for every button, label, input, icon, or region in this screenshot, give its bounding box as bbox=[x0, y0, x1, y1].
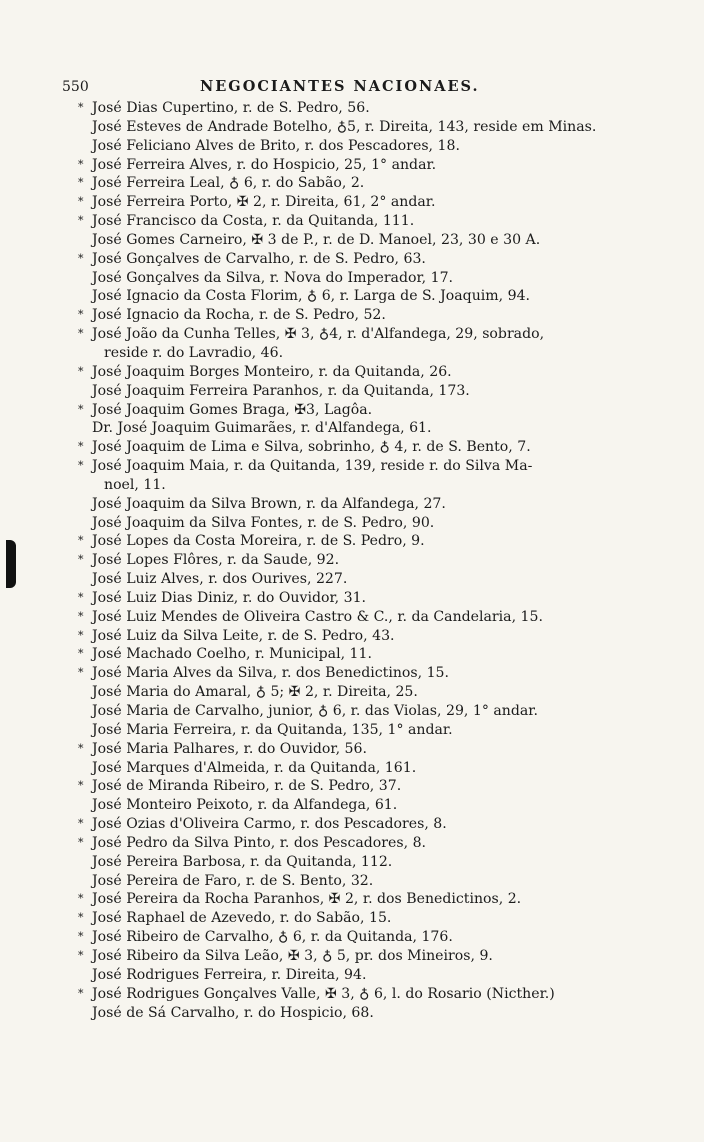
list-item bbox=[78, 476, 658, 495]
list-item bbox=[78, 212, 658, 231]
list-item bbox=[78, 570, 658, 589]
list-item bbox=[78, 193, 658, 212]
list-item bbox=[78, 740, 658, 759]
entry-text: José Raphael de Azevedo, r. do Sabão, 15. bbox=[92, 910, 392, 927]
entry-marker: * bbox=[78, 590, 84, 604]
page-number: 550 bbox=[62, 79, 89, 95]
list-item bbox=[78, 608, 658, 627]
list-item bbox=[78, 363, 658, 382]
entry-text: José Joaquim da Silva Fontes, r. de S. Pedro, 90. bbox=[92, 514, 435, 531]
entry-text: José Maria do Amaral, ♁ 5; ✠ 2, r. Direita, 25. bbox=[92, 684, 418, 701]
entry-text: José Machado Coelho, r. Municipal, 11. bbox=[92, 646, 372, 663]
entry-text: José Rodrigues Gonçalves Valle, ✠ 3, ♁ 6, l. do Rosario (Nicther.) bbox=[92, 985, 555, 1002]
entry-text: José Ozias d'Oliveira Carmo, r. dos Pescadores, 8. bbox=[92, 816, 447, 833]
entry-marker: * bbox=[78, 779, 84, 793]
entry-marker: * bbox=[78, 534, 84, 548]
list-item bbox=[78, 514, 658, 533]
entry-marker: * bbox=[78, 835, 84, 849]
list-item bbox=[78, 438, 658, 457]
entry-text: José Marques d'Almeida, r. da Quitanda, 161. bbox=[92, 759, 417, 776]
list-item bbox=[78, 627, 658, 646]
entry-text: José Ferreira Porto, ✠ 2, r. Direita, 61, 2° andar. bbox=[92, 194, 436, 211]
entry-text: José Lopes Flôres, r. da Saude, 92. bbox=[92, 552, 340, 569]
list-item bbox=[78, 815, 658, 834]
list-item bbox=[78, 890, 658, 909]
list-item bbox=[78, 702, 658, 721]
entry-marker: * bbox=[78, 440, 84, 454]
entry-text: José Joaquim da Silva Brown, r. da Alfandega, 27. bbox=[92, 495, 446, 512]
entry-text: Dr. José Joaquim Guimarães, r. d'Alfandega, 61. bbox=[92, 420, 432, 437]
list-item bbox=[78, 495, 658, 514]
list-item bbox=[78, 834, 658, 853]
list-item bbox=[78, 909, 658, 928]
entry-text: José Joaquim Maia, r. da Quitanda, 139, reside r. do Silva Ma- bbox=[92, 458, 533, 475]
entry-text: reside r. do Lavradio, 46. bbox=[104, 344, 284, 361]
list-item bbox=[78, 231, 658, 250]
list-item bbox=[78, 137, 658, 156]
list-item bbox=[78, 759, 658, 778]
running-title: NEGOCIANTES NACIONAES. bbox=[200, 78, 480, 95]
entry-text: José Maria Palhares, r. do Ouvidor, 56. bbox=[92, 740, 367, 757]
entry-text: José Ignacio da Costa Florim, ♁ 6, r. Larga de S. Joaquim, 94. bbox=[92, 288, 531, 305]
list-item bbox=[78, 947, 658, 966]
list-item bbox=[78, 589, 658, 608]
entry-text: José Pereira Barbosa, r. da Quitanda, 112. bbox=[92, 853, 393, 870]
list-item bbox=[78, 287, 658, 306]
entry-text: José Pedro da Silva Pinto, r. dos Pescadores, 8. bbox=[92, 834, 427, 851]
entry-text: José Joaquim Gomes Braga, ✠3, Lagôa. bbox=[92, 401, 373, 418]
entry-text: José Luiz Alves, r. dos Ourives, 227. bbox=[92, 571, 348, 588]
entry-list bbox=[78, 99, 658, 1022]
entry-text: José Gonçalves da Silva, r. Nova do Imperador, 17. bbox=[92, 269, 454, 286]
entry-marker: * bbox=[78, 195, 84, 209]
entry-marker: * bbox=[78, 817, 84, 831]
list-item bbox=[78, 1004, 658, 1023]
entry-marker: * bbox=[78, 986, 84, 1000]
margin-ink-mark bbox=[6, 540, 16, 588]
list-item bbox=[78, 721, 658, 740]
entry-text: José Feliciano Alves de Brito, r. dos Pescadores, 18. bbox=[92, 137, 460, 154]
entry-marker: * bbox=[78, 553, 84, 567]
list-item bbox=[78, 853, 658, 872]
entry-marker: * bbox=[78, 364, 84, 378]
entry-text: José Esteves de Andrade Botelho, ♁5, r. Direita, 143, reside em Minas. bbox=[92, 118, 597, 135]
list-item bbox=[78, 532, 658, 551]
entry-text: José Gomes Carneiro, ✠ 3 de P., r. de D. Manoel, 23, 30 e 30 A. bbox=[92, 231, 541, 248]
entry-text: José Pereira de Faro, r. de S. Bento, 32. bbox=[92, 872, 374, 889]
entry-text: José Ribeiro de Carvalho, ♁ 6, r. da Quitanda, 176. bbox=[92, 929, 453, 946]
entry-marker: * bbox=[78, 628, 84, 642]
entry-marker: * bbox=[78, 666, 84, 680]
entry-text: José Maria Alves da Silva, r. dos Benedictinos, 15. bbox=[92, 665, 449, 682]
entry-text: José Dias Cupertino, r. de S. Pedro, 56. bbox=[92, 100, 370, 116]
entry-marker: * bbox=[78, 459, 84, 473]
entry-marker: * bbox=[78, 647, 84, 661]
list-item bbox=[78, 250, 658, 269]
list-item bbox=[78, 457, 658, 476]
list-item bbox=[78, 683, 658, 702]
list-item bbox=[78, 985, 658, 1004]
entry-text: José Ferreira Leal, ♁ 6, r. do Sabão, 2. bbox=[92, 175, 365, 192]
entry-text: José João da Cunha Telles, ✠ 3, ♁4, r. d'Alfandega, 29, sobrado, bbox=[92, 326, 545, 343]
list-item bbox=[78, 872, 658, 891]
entry-text: José Lopes da Costa Moreira, r. de S. Pedro, 9. bbox=[92, 533, 425, 550]
list-item bbox=[78, 966, 658, 985]
list-item bbox=[78, 344, 658, 363]
list-item bbox=[78, 551, 658, 570]
entry-text: José Luiz Mendes de Oliveira Castro & C., r. da Candelaria, 15. bbox=[92, 608, 543, 625]
list-item bbox=[78, 325, 658, 344]
list-item bbox=[78, 777, 658, 796]
entry-marker: * bbox=[78, 327, 84, 341]
list-item bbox=[78, 269, 658, 288]
list-item bbox=[78, 645, 658, 664]
entry-text: José Maria Ferreira, r. da Quitanda, 135, 1° andar. bbox=[92, 721, 453, 738]
list-item bbox=[78, 664, 658, 683]
entry-marker: * bbox=[78, 214, 84, 228]
entry-marker: * bbox=[78, 101, 84, 114]
entry-text: José Monteiro Peixoto, r. da Alfandega, 61. bbox=[92, 797, 398, 814]
list-item bbox=[78, 382, 658, 401]
list-item bbox=[78, 156, 658, 175]
entry-text: José de Sá Carvalho, r. do Hospicio, 68. bbox=[92, 1004, 374, 1021]
entry-marker: * bbox=[78, 308, 84, 322]
entry-text: noel, 11. bbox=[104, 476, 166, 493]
list-item bbox=[78, 928, 658, 947]
entry-text: José Joaquim de Lima e Silva, sobrinho, ♁ 4, r. de S. Bento, 7. bbox=[92, 439, 531, 456]
entry-text: José Ribeiro da Silva Leão, ✠ 3, ♁ 5, pr. dos Mineiros, 9. bbox=[92, 947, 493, 964]
entry-marker: * bbox=[78, 930, 84, 944]
entry-text: José Luiz Dias Diniz, r. do Ouvidor, 31. bbox=[92, 589, 367, 606]
entry-text: José Rodrigues Ferreira, r. Direita, 94. bbox=[92, 966, 367, 983]
entry-marker: * bbox=[78, 741, 84, 755]
page-header bbox=[62, 77, 622, 97]
list-item bbox=[78, 174, 658, 193]
entry-marker: * bbox=[78, 176, 84, 190]
list-item bbox=[78, 306, 658, 325]
entry-text: José Pereira da Rocha Paranhos, ✠ 2, r. dos Benedictinos, 2. bbox=[92, 891, 522, 908]
list-item bbox=[78, 118, 658, 137]
entry-text: José Francisco da Costa, r. da Quitanda, 111. bbox=[92, 213, 415, 230]
entry-marker: * bbox=[78, 402, 84, 416]
entry-text: José Luiz da Silva Leite, r. de S. Pedro, 43. bbox=[92, 627, 395, 644]
list-item bbox=[78, 419, 658, 438]
entry-text: José Ignacio da Rocha, r. de S. Pedro, 52. bbox=[92, 307, 386, 324]
entry-marker: * bbox=[78, 911, 84, 925]
entry-text: José de Miranda Ribeiro, r. de S. Pedro, 37. bbox=[92, 778, 402, 795]
list-item bbox=[78, 796, 658, 815]
entry-text: José Gonçalves de Carvalho, r. de S. Pedro, 63. bbox=[92, 250, 426, 267]
entry-text: José Joaquim Ferreira Paranhos, r. da Quitanda, 173. bbox=[92, 382, 470, 399]
entry-marker: * bbox=[78, 892, 84, 906]
entry-marker: * bbox=[78, 609, 84, 623]
list-item bbox=[78, 99, 658, 118]
entry-marker: * bbox=[78, 157, 84, 171]
entry-text: José Joaquim Borges Monteiro, r. da Quitanda, 26. bbox=[92, 363, 452, 380]
list-item bbox=[78, 401, 658, 420]
entry-text: José Maria de Carvalho, junior, ♁ 6, r. das Violas, 29, 1° andar. bbox=[92, 703, 538, 719]
entry-marker: * bbox=[78, 251, 84, 265]
entry-text: José Ferreira Alves, r. do Hospicio, 25, 1° andar. bbox=[92, 156, 437, 173]
entry-marker: * bbox=[78, 948, 84, 962]
